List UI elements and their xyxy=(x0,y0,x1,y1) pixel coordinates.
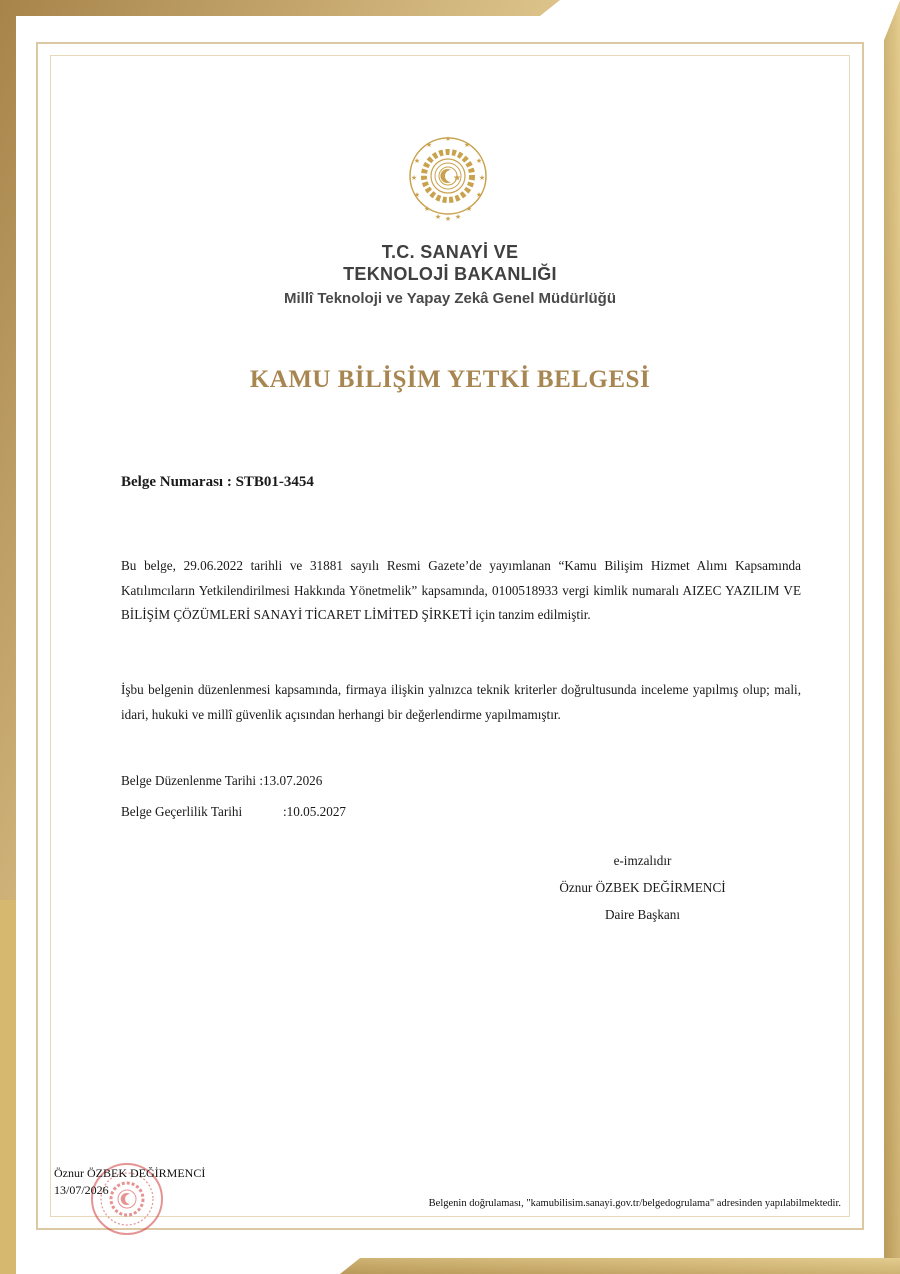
svg-text:★: ★ xyxy=(444,135,452,143)
svg-text:★: ★ xyxy=(475,191,483,199)
body-paragraph-1: Bu belge, 29.06.2022 tarihli ve 31881 sayılı Resmi Gazete’de yayımlanan “Kamu Bilişim Hizmet Alımı Kapsamında Katılımcıların Yetkilendirilmesi Hakkında Yönetmelik” kapsamında, 0100518933 vergi kimlik numaralı AIZEC YAZILIM VE BİLİŞİM ÇÖZÜMLERİ SANAYİ TİCARET LİMİTED ŞİRKETİ için tanzim edilmiştir. xyxy=(121,558,801,622)
ministry-emblem-logo xyxy=(407,128,489,224)
svg-text:★: ★ xyxy=(413,157,421,165)
esign-note: e-imzalıdır xyxy=(613,853,672,868)
stamp-signer-name: Öznur ÖZBEK DEĞİRMENCİ xyxy=(54,1166,206,1180)
validity-date-value: :10.05.2027 xyxy=(283,804,347,819)
verification-note: Belgenin doğrulaması, "kamubilisim.sanayi.gov.tr/belgedogrulama" adresinden yapılabilmektedir. xyxy=(428,1198,841,1209)
validity-date-label: Belge Geçerlilik Tarihi xyxy=(121,804,243,819)
svg-text:★: ★ xyxy=(413,191,421,199)
validity-date xyxy=(121,804,346,820)
signatory-name: Öznur ÖZBEK DEĞİRMENCİ xyxy=(559,880,726,895)
issue-date: Belge Düzenlenme Tarihi :13.07.2026 xyxy=(121,773,323,788)
svg-text:★: ★ xyxy=(444,215,452,223)
document-number: Belge Numarası : STB01-3454 xyxy=(121,474,314,490)
ministry-name-line2: TEKNOLOJİ BAKANLIĞI xyxy=(343,264,557,284)
signatory-title: Daire Başkanı xyxy=(604,907,681,922)
svg-text:★: ★ xyxy=(465,205,473,213)
svg-text:★: ★ xyxy=(410,174,418,182)
svg-text:★: ★ xyxy=(454,213,462,221)
svg-text:★: ★ xyxy=(463,141,471,149)
directorate-name: Millî Teknoloji ve Yapay Zekâ Genel Müdürlüğü xyxy=(283,290,617,307)
svg-text:★: ★ xyxy=(425,141,433,149)
svg-text:★: ★ xyxy=(434,213,442,221)
body-paragraph-2: İşbu belgenin düzenlenmesi kapsamında, firmaya ilişkin yalnızca teknik kriterler doğrultusunda inceleme yapılmış olup; mali, idari, hukuki ve millî güvenlik açısından herhangi bir değerlendirme yapılmamıştır. xyxy=(121,682,801,722)
inner-border xyxy=(50,55,850,1217)
document-title: KAMU BİLİŞİM YETKİ BELGESİ xyxy=(249,366,651,393)
stamp-date: 13/07/2026 xyxy=(54,1183,109,1197)
svg-text:★: ★ xyxy=(478,174,486,182)
svg-text:★: ★ xyxy=(475,157,483,165)
svg-text:★: ★ xyxy=(423,205,431,213)
ministry-name-line1: T.C. SANAYİ VE xyxy=(381,242,519,262)
